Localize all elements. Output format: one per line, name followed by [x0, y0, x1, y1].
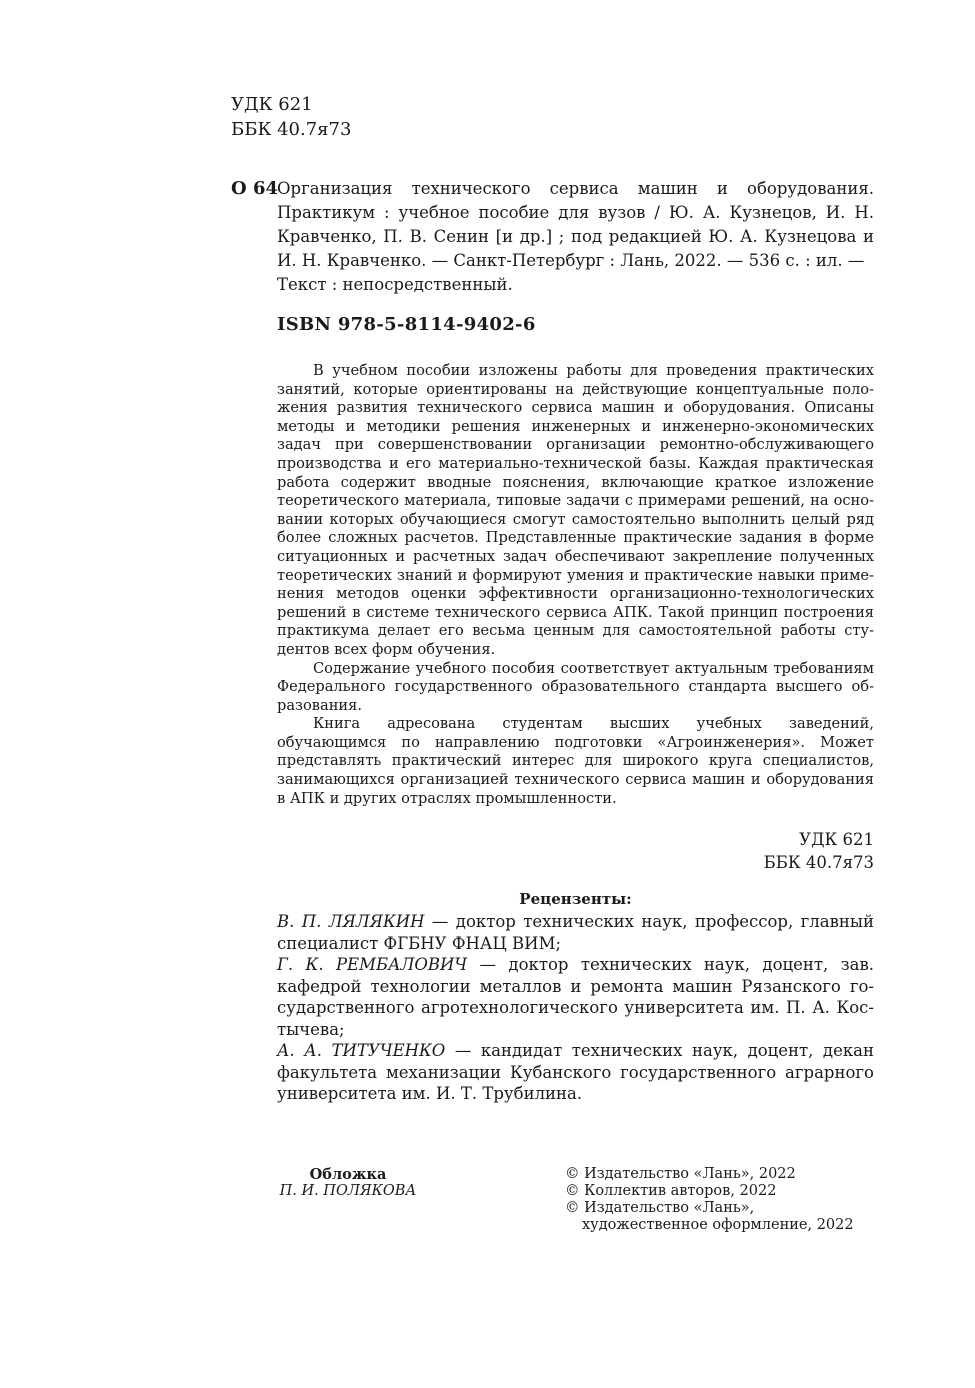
- copyright-line: © Коллектив авторов, 2022: [565, 1183, 777, 1199]
- cover-credit: [272, 1166, 424, 1200]
- bibliographic-medium: Текст : непосредственный.: [277, 275, 513, 294]
- abstract-paragraph: В учебном пособии изложены работы для проведения практических занятий, которые ориентированы на действующие концептуальные положения развития технического сервиса машин и оборудования. Описаны методы и методики решения инженерных и инженерно-экономических задач при совершенствовании организации ремонтно-обслуживающего производства и его материально-технической базы. Каждая практическая работа содержит вводные пояснения, включающие краткое изложение теоретического материала, типовые задачи с примерами решений, на основании которых обучающиеся смогут самостоятельно выполнить целый ряд более сложных расчетов. Представленные практические задания в форме ситуационных и расчетных задач обеспечивают закрепление полученных теоретических знаний и формируют умения и практические навыки применения методов оценки эффективности организационно-технологических решений в системе технического сервиса АПК. Такой принцип построения практикума делает его весьма ценным для самостоятельной работы студентов всех форм обучения.: [277, 362, 874, 658]
- reviewer-name: А. А. ТИТУЧЕНКО: [277, 1041, 446, 1060]
- copyright-line: художественное оформление, 2022: [582, 1217, 854, 1233]
- reviewer-name: Г. К. РЕМБАЛОВИЧ: [277, 955, 468, 974]
- udk-bbk-top: [231, 92, 351, 142]
- copyright-line: © Издательство «Лань», 2022: [565, 1166, 796, 1182]
- reviewer-name: В. П. ЛЯЛЯКИН: [277, 912, 425, 931]
- bbk-code: ББК 40.7я73: [763, 853, 874, 872]
- copyright-line: © Издательство «Лань»,: [565, 1200, 755, 1216]
- reviewer-description: — доктор технических наук, доцент, зав. кафедрой технологии металлов и ремонта машин Рязанского государственного агротехнологического университета им. П. А. Костычева;: [277, 955, 874, 1039]
- abstract-paragraph: Книга адресована студентам высших учебных заведений, обучающимся по направлению подготовки «Агроинженерия». Может представлять практический интерес для широкого круга специалистов, занимающихся организацией технического сервиса машин и оборудования в АПК и других отраслях промышленности.: [277, 715, 874, 807]
- udk-code: УДК 621: [799, 830, 874, 849]
- cover-designer: П. И. ПОЛЯКОВА: [279, 1183, 417, 1199]
- reviewer-description: — кандидат технических наук, доцент, декан факультета механизации Кубанского государственного аграрного университета им. И. Т. Трубилина.: [277, 1041, 875, 1103]
- bibliographic-main: Организация технического сервиса машин и оборудования. Практикум : учебное пособие для вузов / Ю. А. Кузнецов, И. Н. Кравченко, П. В. Сенин [и др.] ; под редакцией Ю. А. Кузнецова и И. Н. Кравченко. — Санкт-Петербург : Лань, 2022. — 536 с. : ил. —: [277, 179, 874, 270]
- reviewer-entry: [277, 1040, 874, 1105]
- udk-bbk-bottom: [620, 828, 874, 874]
- reviewers-list: [277, 911, 874, 1105]
- reviewer-entry: [277, 954, 874, 1040]
- reviewer-entry: [277, 911, 874, 954]
- isbn: ISBN 978-5-8114-9402-6: [277, 314, 536, 335]
- cover-label: Обложка: [309, 1166, 387, 1183]
- bbk-code: ББК 40.7я73: [231, 119, 352, 140]
- abstract: [277, 362, 874, 808]
- abstract-paragraph: Содержание учебного пособия соответствует актуальным требованиям Федерального государственного образовательного стандарта высшего образования.: [277, 659, 874, 714]
- copyright-block: [565, 1166, 854, 1234]
- author-mark: О 64: [231, 178, 278, 199]
- reviewer-description: — доктор технических наук, профессор, главный специалист ФГБНУ ФНАЦ ВИМ;: [277, 912, 874, 953]
- bibliographic-record: [277, 177, 874, 297]
- reviewers-title: Рецензенты:: [519, 890, 632, 908]
- udk-code: УДК 621: [231, 94, 313, 115]
